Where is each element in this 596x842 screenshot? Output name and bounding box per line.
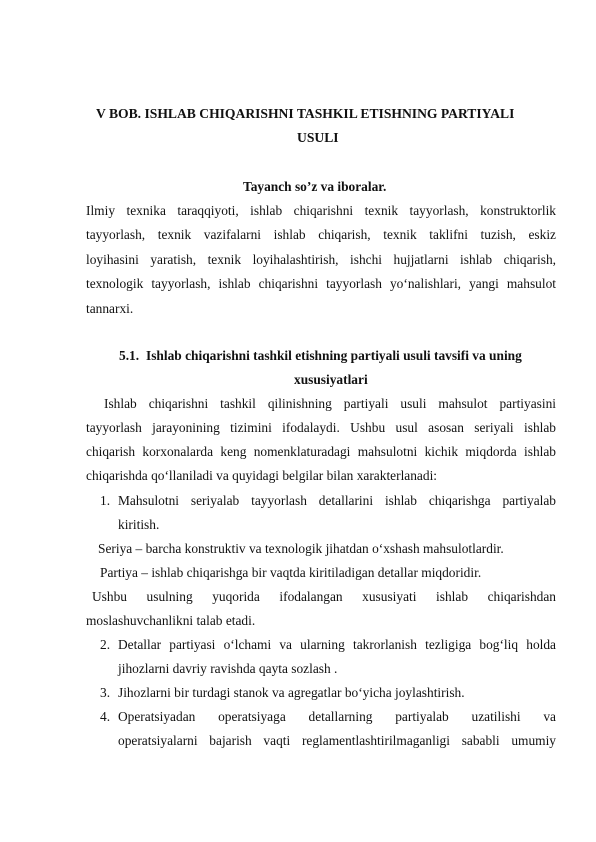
feature-line: moslashuvchanlikni talab etadi.: [86, 613, 256, 628]
keywords-line: tayyorlash, texnik vazifalarni ishlab chiqarish, texnik taklifni tuzish, eskiz: [86, 228, 556, 242]
section-title-line2: xususiyatlari: [294, 372, 368, 387]
partiya-definition: Partiya – ishlab chiqarishga bir vaqtda kiritiladigan detallar miqdoridir.: [100, 565, 482, 580]
list-item-text: Detallar partiyasi o‘lchami va ularning takrorlanish tezligiga bog‘liq holda: [118, 638, 556, 652]
intro-line: chiqarish korxonalarda keng nomenklaturadagi mahsulotni kichik miqdorda ishlab: [86, 445, 556, 459]
list-item-text: Operatsiyadan operatsiyaga detallarning partiyalab uzatilishi va: [118, 710, 556, 724]
chapter-title-line2: USULI: [297, 130, 339, 145]
seriya-definition: Seriya – barcha konstruktiv va texnologik jihatdan o‘xshash mahsulotlardir.: [98, 541, 504, 556]
feature-line: Ushbu usulning yuqorida ifodalangan xususiyati ishlab chiqarishdan: [92, 590, 556, 604]
keywords-heading: Tayanch so’z va iboralar.: [243, 179, 387, 194]
section-title-line1: Ishlab chiqarishni tashkil etishning partiyali usuli tavsifi va uning: [146, 348, 522, 363]
intro-line: Ishlab chiqarishni tashkil qilinishning partiyali usuli mahsulot partiyasini: [104, 397, 556, 411]
keywords-line: tannarxi.: [86, 301, 134, 316]
list-item-number: 3.: [100, 685, 111, 700]
keywords-line: Ilmiy texnika taraqqiyoti, ishlab chiqarishni texnik tayyorlash, konstruktorlik: [86, 204, 556, 218]
list-item-number: 4.: [100, 709, 111, 724]
list-item-text: kiritish.: [118, 517, 160, 532]
intro-line: tayyorlash jarayonining tizimini ifodalaydi. Ushbu usul asosan seriyali ishlab: [86, 421, 556, 435]
list-item-text: Jihozlarni bir turdagi stanok va agregatlar bo‘yicha joylashtirish.: [118, 685, 465, 700]
list-item-number: 2.: [100, 637, 111, 652]
section-number: 5.1.: [119, 348, 140, 363]
chapter-title-line1: V BOB. ISHLAB CHIQARISHNI TASHKIL ETISHNING PARTIYALI: [96, 106, 515, 121]
list-item-number: 1.: [100, 493, 111, 508]
keywords-line: texnologik tayyorlash, ishlab chiqarishni tayyorlash yo‘nalishlari, yangi mahsulot: [86, 277, 556, 291]
list-item-text: Mahsulotni seriyalab tayyorlash detallarini ishlab chiqarishga partiyalab: [118, 494, 556, 508]
list-item-text: operatsiyalarni bajarish vaqti reglamentlashtirilmaganligi sababli umumiy: [118, 734, 556, 748]
list-item-text: jihozlarni davriy ravishda qayta sozlash .: [118, 661, 338, 676]
keywords-line: loyihasini yaratish, texnik loyihalashtirish, ishchi hujjatlarni ishlab chiqarish,: [86, 253, 556, 267]
intro-line: chiqarishda qo‘llaniladi va quyidagi belgilar bilan xarakterlanadi:: [86, 468, 438, 483]
